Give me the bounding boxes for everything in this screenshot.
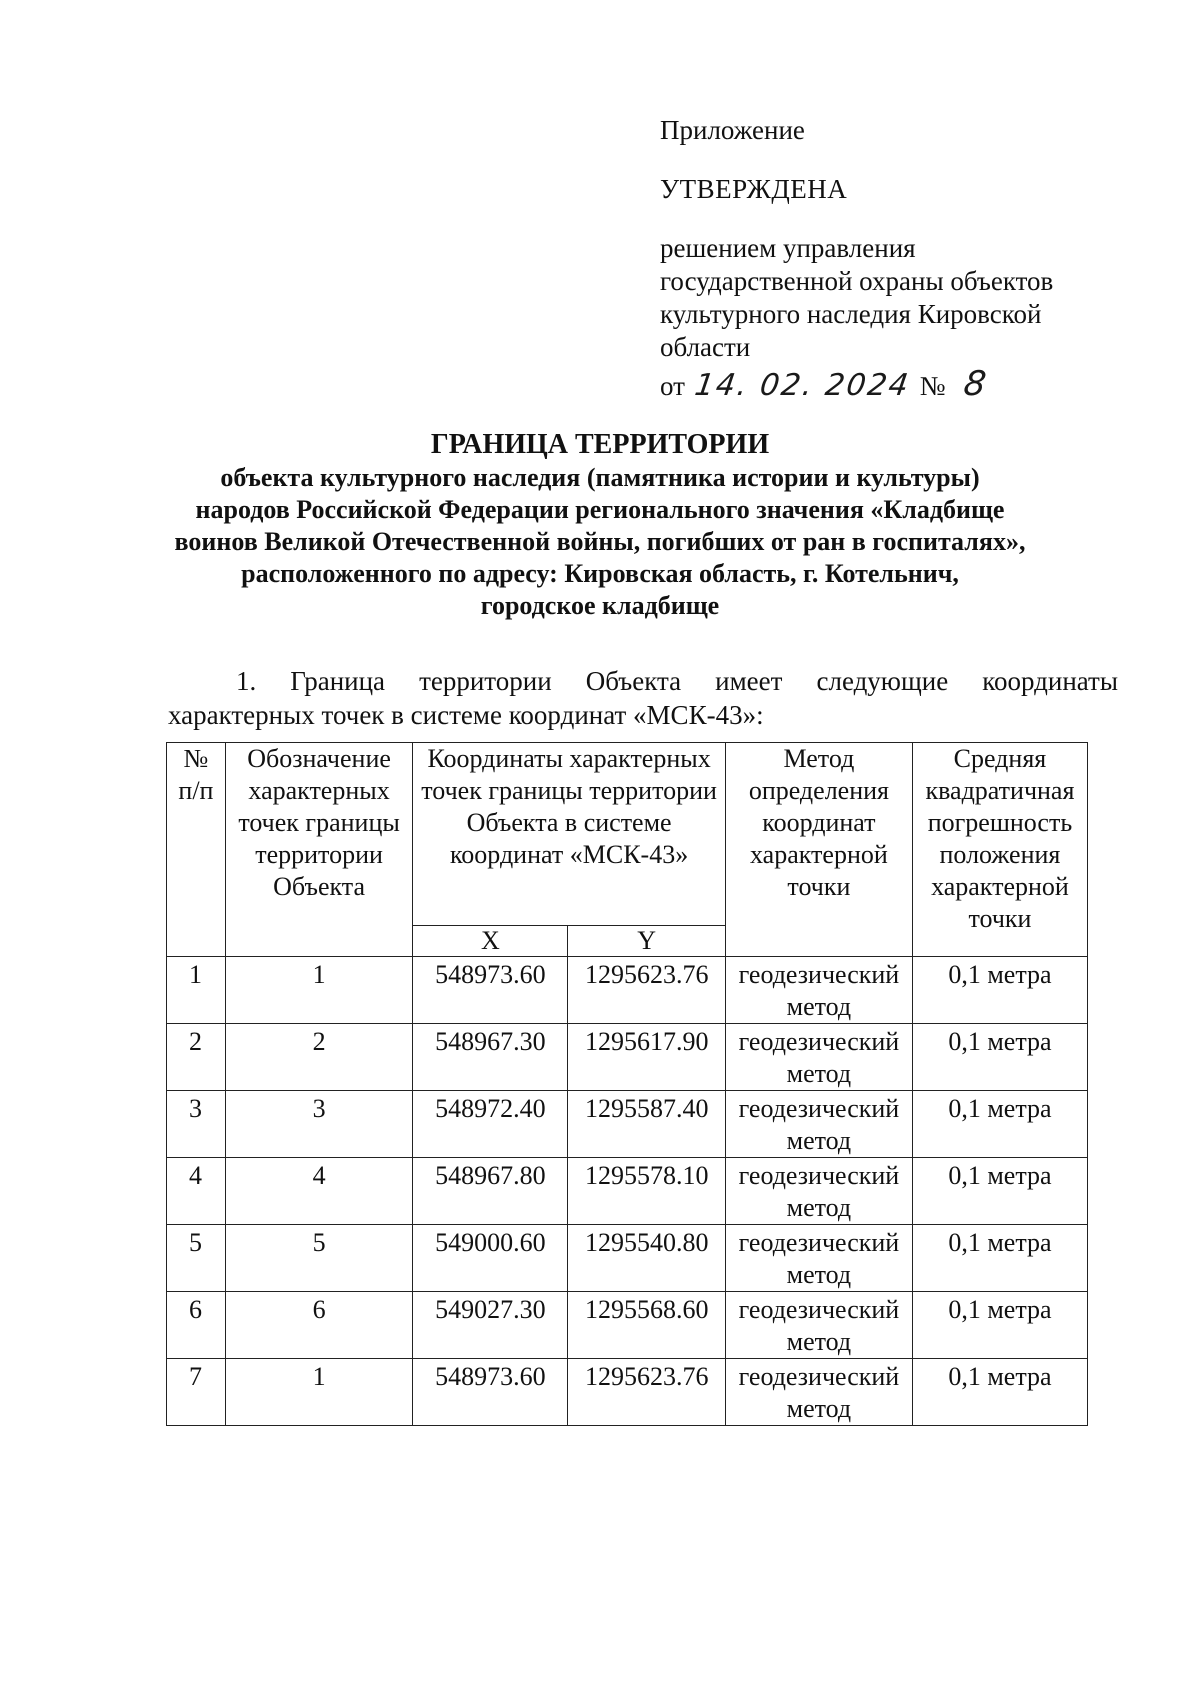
cell-method: геодезический метод bbox=[725, 1091, 912, 1158]
cell-y: 1295540.80 bbox=[568, 1225, 725, 1292]
table-row bbox=[167, 957, 1088, 1024]
cell-y: 1295623.76 bbox=[568, 1359, 725, 1426]
decision-date-line bbox=[660, 364, 1100, 408]
title-line: воинов Великой Отечественной войны, погибших от ран в госпиталях», bbox=[174, 527, 1026, 556]
cell-error: 0,1 метра bbox=[912, 1091, 1087, 1158]
cell-x: 549000.60 bbox=[413, 1225, 568, 1292]
table-row bbox=[167, 1091, 1088, 1158]
cell-point: 2 bbox=[225, 1024, 412, 1091]
decision-line: культурного наследия Кировской bbox=[660, 299, 1042, 329]
cell-x: 548972.40 bbox=[413, 1091, 568, 1158]
table-row bbox=[167, 1225, 1088, 1292]
cell-x: 548973.60 bbox=[413, 1359, 568, 1426]
coordinates-table bbox=[166, 742, 1088, 1426]
cell-point: 5 bbox=[225, 1225, 412, 1292]
cell-point: 3 bbox=[225, 1091, 412, 1158]
cell-point: 1 bbox=[225, 957, 412, 1024]
cell-method: геодезический метод bbox=[725, 957, 912, 1024]
cell-num: 4 bbox=[167, 1158, 226, 1225]
approval-block bbox=[660, 114, 1100, 408]
cell-num: 5 bbox=[167, 1225, 226, 1292]
table-row bbox=[167, 1359, 1088, 1426]
header-x: X bbox=[413, 926, 568, 957]
header-method: Метод определения координат характерной точки bbox=[725, 743, 912, 957]
header-coordinates: Координаты характерных точек границы территории Объекта в системе координат «МСК-43» bbox=[413, 743, 726, 926]
cell-point: 6 bbox=[225, 1292, 412, 1359]
date-prefix: от bbox=[660, 371, 685, 401]
header-error: Средняя квадратичная погрешность положения характерной точки bbox=[912, 743, 1087, 957]
title-line: народов Российской Федерации регионального значения «Кладбище bbox=[195, 495, 1005, 524]
boundary-paragraph bbox=[168, 664, 1118, 732]
cell-error: 0,1 метра bbox=[912, 957, 1087, 1024]
cell-method: геодезический метод bbox=[725, 1158, 912, 1225]
cell-error: 0,1 метра bbox=[912, 1024, 1087, 1091]
cell-y: 1295617.90 bbox=[568, 1024, 725, 1091]
cell-error: 0,1 метра bbox=[912, 1359, 1087, 1426]
decision-line: государственной охраны объектов bbox=[660, 266, 1054, 296]
table-row bbox=[167, 1158, 1088, 1225]
cell-num: 7 bbox=[167, 1359, 226, 1426]
header-y: Y bbox=[568, 926, 725, 957]
title-line: расположенного по адресу: Кировская область, г. Котельнич, bbox=[241, 559, 959, 588]
decision-line: области bbox=[660, 332, 751, 362]
document-title bbox=[130, 428, 1070, 622]
cell-error: 0,1 метра bbox=[912, 1292, 1087, 1359]
header-point: Обозначение характерных точек границы территории Объекта bbox=[225, 743, 412, 957]
title-main: ГРАНИЦА ТЕРРИТОРИИ bbox=[430, 429, 770, 460]
cell-num: 1 bbox=[167, 957, 226, 1024]
table-row bbox=[167, 1292, 1088, 1359]
cell-x: 548967.30 bbox=[413, 1024, 568, 1091]
decision-text bbox=[660, 232, 1100, 364]
handwritten-date: 14. 02. 2024 bbox=[692, 368, 913, 403]
cell-x: 548967.80 bbox=[413, 1158, 568, 1225]
paragraph-line: 1. Граница территории Объекта имеет следующие координаты bbox=[236, 666, 1118, 696]
cell-error: 0,1 метра bbox=[912, 1158, 1087, 1225]
title-line: городское кладбище bbox=[480, 591, 720, 620]
cell-x: 549027.30 bbox=[413, 1292, 568, 1359]
appendix-label: Приложение bbox=[660, 115, 805, 145]
paragraph-line: характерных точек в системе координат «МСК-43»: bbox=[168, 700, 764, 730]
cell-y: 1295568.60 bbox=[568, 1292, 725, 1359]
table-row bbox=[167, 1024, 1088, 1091]
cell-y: 1295587.40 bbox=[568, 1091, 725, 1158]
cell-point: 4 bbox=[225, 1158, 412, 1225]
cell-x: 548973.60 bbox=[413, 957, 568, 1024]
approved-label: УТВЕРЖДЕНА bbox=[660, 174, 848, 204]
cell-y: 1295578.10 bbox=[568, 1158, 725, 1225]
number-sign: № bbox=[919, 371, 946, 401]
header-num: № п/п bbox=[167, 743, 226, 957]
title-line: объекта культурного наследия (памятника истории и культуры) bbox=[220, 463, 980, 492]
cell-y: 1295623.76 bbox=[568, 957, 725, 1024]
cell-num: 2 bbox=[167, 1024, 226, 1091]
decision-line: решением управления bbox=[660, 233, 916, 263]
table-header-row bbox=[167, 743, 1088, 926]
cell-num: 3 bbox=[167, 1091, 226, 1158]
cell-method: геодезический метод bbox=[725, 1292, 912, 1359]
handwritten-number: 8 bbox=[960, 364, 991, 404]
cell-method: геодезический метод bbox=[725, 1024, 912, 1091]
cell-error: 0,1 метра bbox=[912, 1225, 1087, 1292]
cell-num: 6 bbox=[167, 1292, 226, 1359]
cell-method: геодезический метод bbox=[725, 1359, 912, 1426]
cell-point: 1 bbox=[225, 1359, 412, 1426]
cell-method: геодезический метод bbox=[725, 1225, 912, 1292]
